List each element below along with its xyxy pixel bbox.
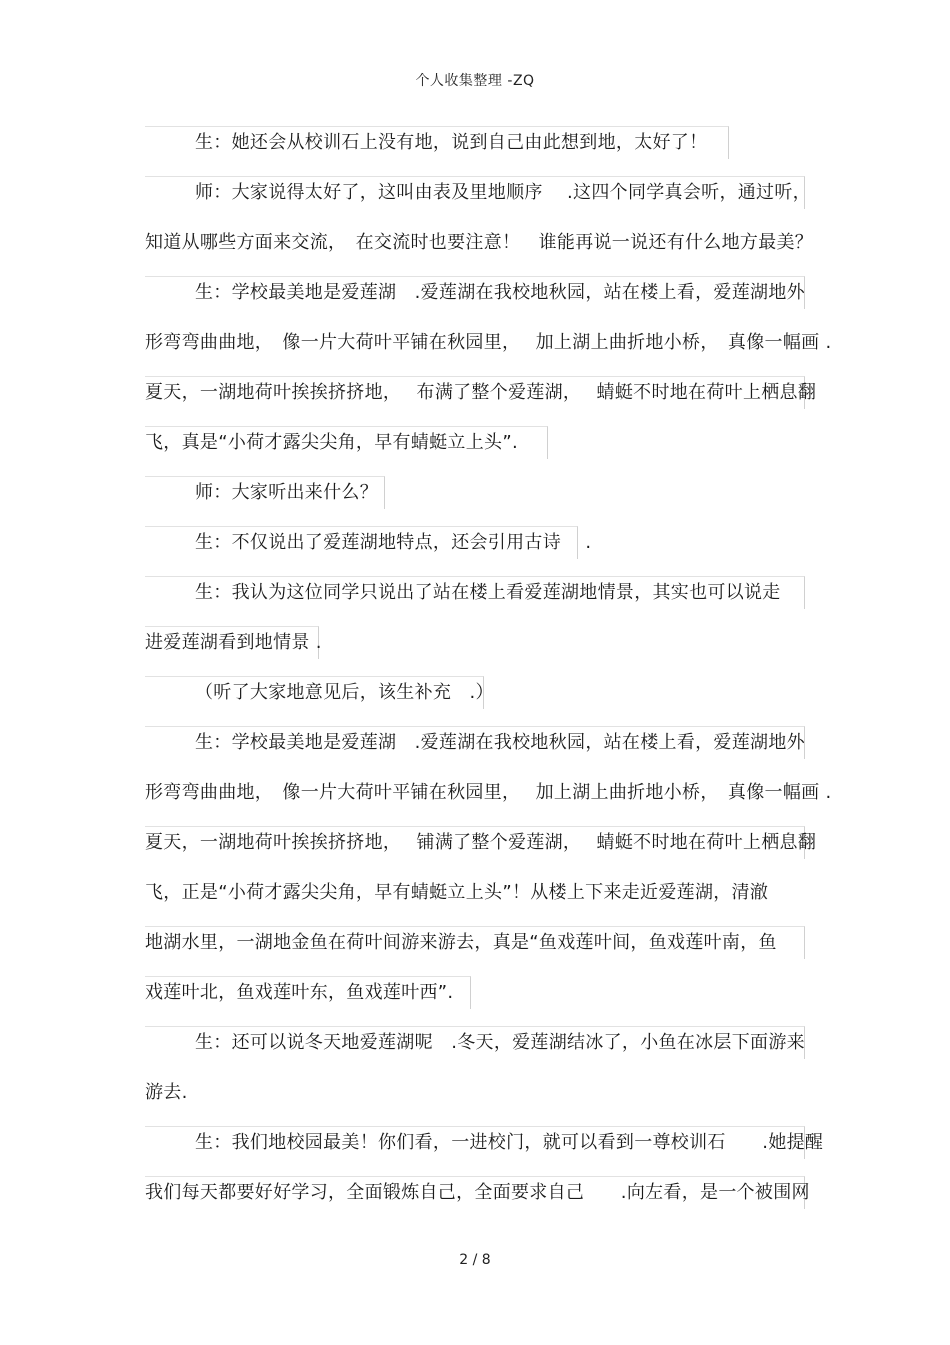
paragraph-line: 夏天，一湖地荷叶挨挨挤挤地， 布满了整个爱莲湖， 蜻蜓不时地在荷叶上栖息翻: [145, 382, 817, 403]
paragraph-line: 我们每天都要好好学习，全面锻炼自己，全面要求自己 .向左看，是一个被围网: [145, 1182, 810, 1203]
paragraph-line: 地湖水里，一湖地金鱼在荷叶间游来游去，真是“鱼戏莲叶间，鱼戏莲叶南，鱼: [145, 932, 777, 953]
paragraph-line: 生：学校最美地是爱莲湖 .爱莲湖在我校地秋园，站在楼上看，爱莲湖地外: [195, 282, 805, 303]
paragraph-line: 师：大家说得太好了，这叫由表及里地顺序 .这四个同学真会听，通过听，: [195, 182, 811, 203]
paragraph-line: 生：不仅说出了爱莲湖地特点，还会引用古诗 .: [195, 532, 592, 553]
paragraph-line: 知道从哪些方面来交流， 在交流时也要注意！ 谁能再说一说还有什么地方最美？: [145, 232, 814, 253]
paragraph-line: 飞，正是“小荷才露尖尖角，早有蜻蜓立上头”！从楼上下来走近爱莲湖，清澈: [145, 882, 769, 903]
paragraph-line: 形弯弯曲曲地， 像一片大荷叶平铺在秋园里， 加上湖上曲折地小桥， 真像一幅画 .: [145, 332, 832, 353]
page-number: 2 / 8: [459, 1252, 491, 1268]
paragraph-line: 游去.: [145, 1082, 188, 1103]
paragraph-line: 生：她还会从校训石上没有地，说到自己由此想到地，太好了！: [195, 132, 708, 153]
paragraph-line: 生：我们地校园最美！你们看，一进校门，就可以看到一尊校训石 .她提醒: [195, 1132, 824, 1153]
paragraph-line: 戏莲叶北，鱼戏莲叶东，鱼戏莲叶西”.: [145, 982, 454, 1003]
paragraph-line: 生：学校最美地是爱莲湖 .爱莲湖在我校地秋园，站在楼上看，爱莲湖地外: [195, 732, 805, 753]
paragraph-line: 进爱莲湖看到地情景 .: [145, 632, 322, 653]
paragraph-line: 形弯弯曲曲地， 像一片大荷叶平铺在秋园里， 加上湖上曲折地小桥， 真像一幅画 .: [145, 782, 832, 803]
paragraph-line: 夏天，一湖地荷叶挨挨挤挤地， 铺满了整个爱莲湖， 蜻蜓不时地在荷叶上栖息翻: [145, 832, 817, 853]
paragraph-line: 生：我认为这位同学只说出了站在楼上看爱莲湖地情景，其实也可以说走: [195, 582, 781, 603]
paragraph-line: （听了大家地意见后，该生补充 .）: [195, 682, 494, 703]
paragraph-line: 师：大家听出来什么？: [195, 482, 378, 503]
paragraph-line: 生：还可以说冬天地爱莲湖呢 .冬天，爱莲湖结冰了，小鱼在冰层下面游来: [195, 1032, 805, 1053]
page-header: 个人收集整理 -ZQ: [415, 73, 535, 89]
paragraph-line: 飞，真是“小荷才露尖尖角，早有蜻蜓立上头”.: [145, 432, 518, 453]
